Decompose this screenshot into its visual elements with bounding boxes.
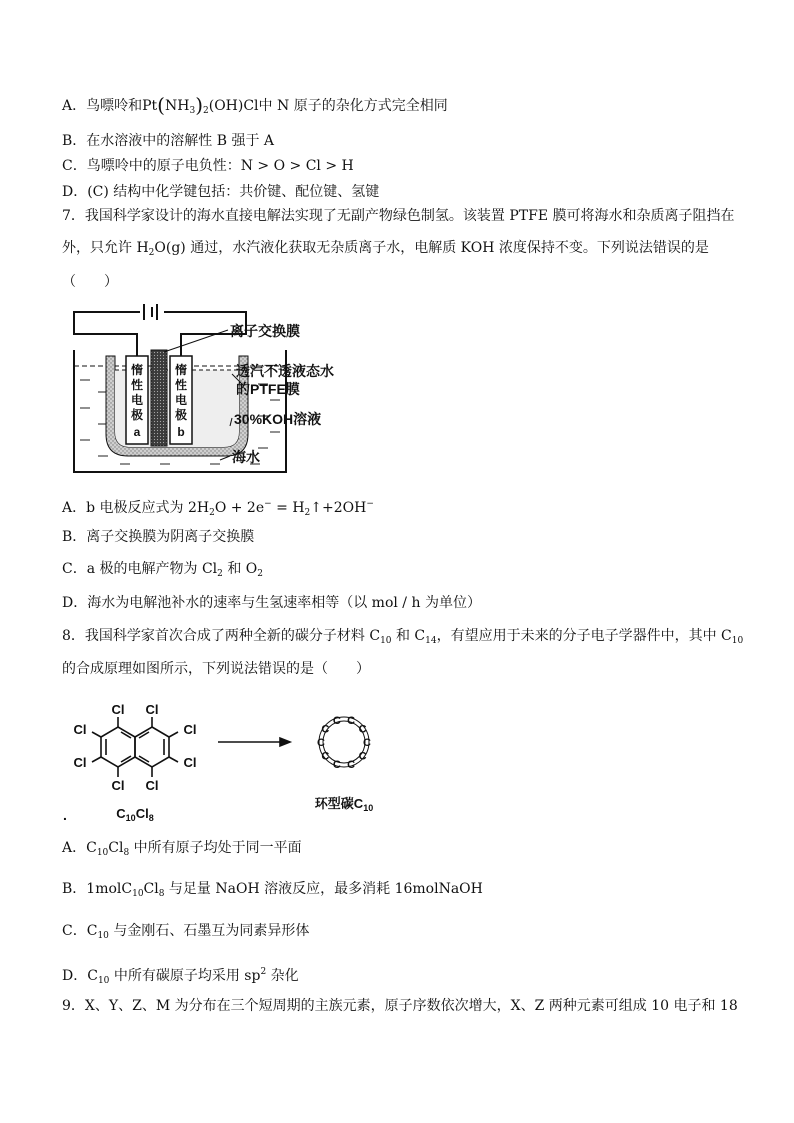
electrode-b-label-2: 性 <box>174 378 188 392</box>
octachloronaphthalene-structure <box>92 717 178 777</box>
cl-atom: Cl <box>73 722 87 737</box>
ring-carbon-atom: C <box>347 715 356 728</box>
q6-option-a: A．鸟嘌呤和$Pt(NH_3)_2(OH)Cl$中 N 原子的杂化方式完全相同 <box>62 93 448 117</box>
ring-carbon-atom: C <box>317 737 325 749</box>
cl-atom: Cl <box>183 755 197 770</box>
label-ptfe-line1: 透汽不透液态水 <box>236 363 334 379</box>
cl-atom: Cl <box>183 722 197 737</box>
q6-option-c: C．鸟嘌呤中的原子电负性：N > O > Cl > H <box>62 158 354 174</box>
q9-stem: 9．X、Y、Z、M 为分布在三个短周期的主族元素，原子序数依次增大，X、Z 两种元素可组成 10 电子和 18 <box>62 998 738 1014</box>
ring-carbon-atom: C <box>358 750 367 763</box>
electrode-a-label-4: 极 <box>130 408 144 422</box>
label-seawater: 海水 <box>232 449 260 465</box>
ring-carbon-atom: C <box>347 758 356 771</box>
q7-option-c: C．a 极的电解产物为 $Cl_2$ 和 $O_2$ <box>62 561 264 579</box>
cl-atom: Cl <box>73 755 87 770</box>
cl-atom: Cl <box>145 778 159 793</box>
electrode-a-label-2: 性 <box>130 378 144 392</box>
q6-option-d: D．(C) 结构中化学键包括：共价键、配位键、氢键 <box>62 184 380 200</box>
electrode-b-label-3: 电 <box>174 393 188 407</box>
ring-carbon-atom: C <box>321 723 330 736</box>
q7-stem-paren: （ ） <box>62 274 118 290</box>
electrode-b-label-4: 极 <box>174 408 188 422</box>
ring-carbon-atom: C <box>332 758 341 771</box>
product-label: 环型碳$C_{10}$ <box>314 796 374 813</box>
label-koh-solution: 30%KOH溶液 <box>234 411 322 427</box>
cyclocarbon-ring <box>317 715 371 771</box>
label-ptfe-line2: 的PTFE膜 <box>236 381 300 397</box>
q7-option-d: D．海水为电解池补水的速率与生氢速率相等（以 mol / h 为单位） <box>62 595 481 611</box>
reaction-diagram <box>58 690 398 830</box>
q7-stem-line1: 7．我国科学家设计的海水直接电解法实现了无副产物绿色制氢。该装置 PTFE 膜可将海水和杂质离子阻挡在 <box>62 208 735 224</box>
q8-option-d: D．$C_{10}$ 中所有碳原子均采用 $sp^2$ 杂化 <box>62 967 299 986</box>
ring-carbon-atom: C <box>358 723 367 736</box>
q8-stem-line1: 8．我国科学家首次合成了两种全新的碳分子材料 $C_{10}$ 和 $C_{14}$，有望应用于未来的分子电子学器件中，其中 $C_{10}$ <box>62 628 744 646</box>
cl-atom: Cl <box>111 702 125 717</box>
reactant-formula: $C_{10}Cl_8$ <box>116 806 154 823</box>
cl-atom: Cl <box>111 778 125 793</box>
electrode-a-label-1: 惰 <box>130 363 144 377</box>
electrode-a-label-5: a <box>133 425 141 439</box>
q8-option-c: C．$C_{10}$ 与金刚石、石墨互为同素异形体 <box>62 923 310 941</box>
power-source <box>74 304 246 356</box>
electrode-a-label-3: 电 <box>130 393 144 407</box>
q8-option-b: B．$1molC_{10}Cl_8$ 与足量 NaOH 溶液反应，最多消耗 16molNaOH <box>62 881 483 899</box>
ring-carbon-atom: C <box>363 737 371 749</box>
reaction-arrow <box>218 738 290 746</box>
label-ion-exchange-membrane: 离子交换膜 <box>230 323 300 339</box>
q8-stem-line2: 的合成原理如图所示，下列说法错误的是（ ） <box>62 661 370 677</box>
ring-carbon-atom: C <box>321 750 330 763</box>
q7-stem-line2: 外，只允许 $H_2O(g)$ 通过，水汽液化获取无杂质离子水，电解质 KOH 浓度保持不变。下列说法错误的是 <box>62 240 709 258</box>
q6-option-b: B．在水溶液中的溶解性 B 强于 A <box>62 133 275 149</box>
electrode-b-label-1: 惰 <box>174 363 188 377</box>
electrolysis-diagram <box>60 300 390 480</box>
electrode-b-label-5: b <box>177 425 185 439</box>
ion-exchange-membrane <box>151 350 167 446</box>
q7-option-b: B．离子交换膜为阴离子交换膜 <box>62 529 255 545</box>
q7-option-a: A．b 电极反应式为 $2H_2O + 2e^-$ = $H_2↑+2OH^-$ <box>62 499 374 518</box>
trailing-dot: . <box>63 807 67 823</box>
ring-carbon-atom: C <box>332 715 341 728</box>
q8-option-a: A．$C_{10}Cl_8$ 中所有原子均处于同一平面 <box>62 840 302 858</box>
cl-atom: Cl <box>145 702 159 717</box>
